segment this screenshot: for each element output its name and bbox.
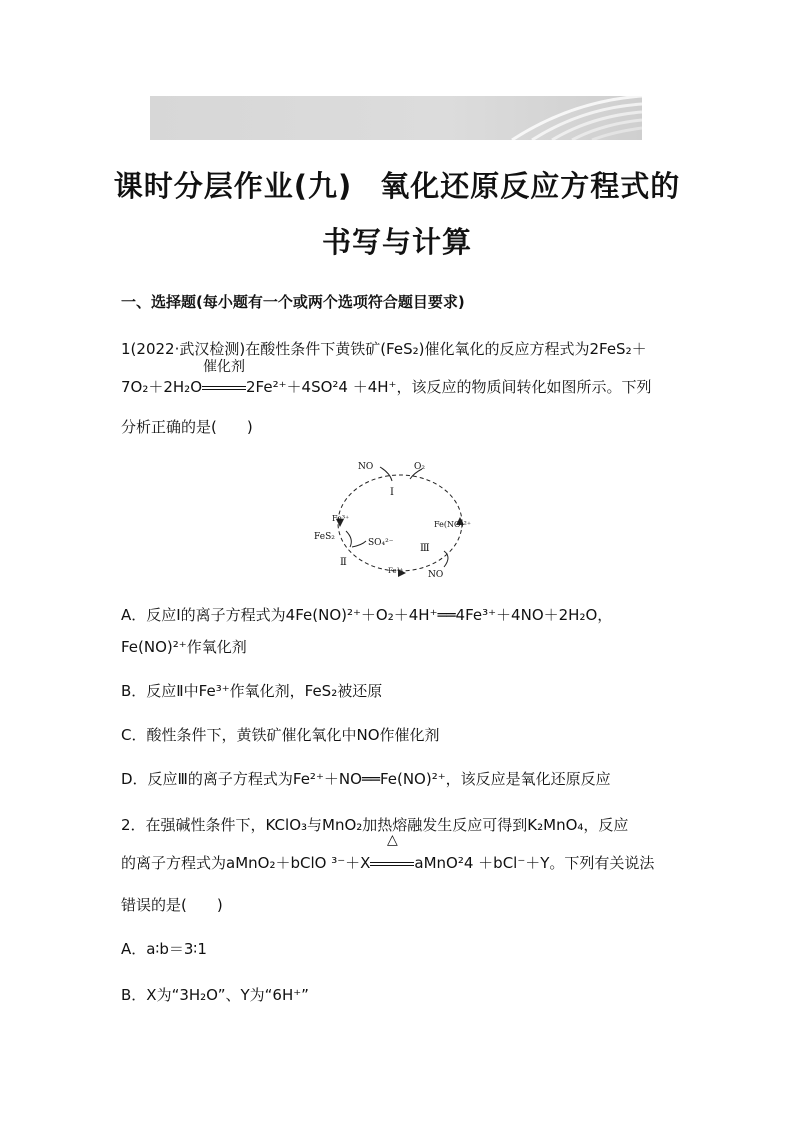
q1-line1: 1(2022·武汉检测)在酸性条件下黄铁矿(FeS₂)催化氧化的反应方程式为2FeS₂＋	[121, 340, 647, 358]
q1-option-c: C．酸性条件下，黄铁矿催化氧化中NO作催化剂	[121, 726, 440, 744]
label-o2: O₂	[414, 462, 425, 472]
q2-option-b: B．X为“3H₂O”、Y为“6H⁺”	[121, 986, 309, 1004]
section-heading: 一、选择题(每小题有一个或两个选项符合题目要求)	[121, 293, 465, 311]
header-banner	[150, 96, 642, 140]
fes2-arrow	[346, 531, 351, 547]
label-reaction-2: Ⅱ	[340, 557, 347, 568]
conversion-diagram	[310, 455, 490, 585]
q2-line2	[121, 832, 655, 873]
heat-equals	[370, 832, 414, 872]
heat-label: △	[387, 832, 398, 848]
label-fe3: Fe³⁺	[332, 514, 350, 523]
q1-option-a-line1: A．反应Ⅰ的离子方程式为4Fe(NO)²⁺＋O₂＋4H⁺══4Fe³⁺＋4NO＋2H₂O，	[121, 606, 613, 624]
page-title-line2: 书写与计算	[321, 225, 472, 259]
q2-line3: 错误的是( )	[121, 896, 223, 914]
q2-line1: 2．在强碱性条件下，KClO₃与MnO₂加热熔融发生反应可得到K₂MnO₄，反应	[121, 816, 629, 834]
title-part-a: 课时分层作业(九)	[113, 169, 353, 203]
label-no-top: NO	[358, 462, 374, 472]
label-fe2: Fe²⁺	[388, 567, 404, 575]
q2-products: aMnO²4 ＋bCl⁻＋Y。下列有关说法	[414, 854, 655, 872]
no-arrow-bottom	[444, 551, 448, 567]
q1-line3: 分析正确的是( )	[121, 418, 253, 436]
q1-products: 2Fe²⁺＋4SO²4 ＋4H⁺，该反应的物质间转化如图所示。下列	[246, 378, 652, 396]
label-so4: SO₄²⁻	[368, 538, 394, 548]
title-part-b: 氧化还原反应方程式的	[380, 169, 681, 203]
q2-option-a: A．a∶b＝3∶1	[121, 940, 207, 958]
label-fes2: FeS₂	[314, 532, 335, 542]
so4-arrow	[352, 541, 366, 547]
label-reaction-1: Ⅰ	[390, 487, 394, 498]
banner-decoration	[492, 96, 642, 140]
catalyst-label: 催化剂	[203, 359, 246, 375]
label-no-bottom: NO	[428, 570, 444, 580]
page-title-line1	[0, 164, 794, 205]
label-reaction-3: Ⅲ	[420, 543, 430, 554]
q1-line2	[121, 359, 652, 397]
q1-option-b: B．反应Ⅱ中Fe³⁺作氧化剂，FeS₂被还原	[121, 682, 383, 700]
label-feno: Fe(NO)²⁺	[434, 520, 472, 529]
q1-option-a-line2: Fe(NO)²⁺作氧化剂	[121, 638, 247, 656]
no-arrow-top	[380, 467, 392, 481]
catalyst-equals	[202, 359, 246, 396]
q1-option-d: D．反应Ⅲ的离子方程式为Fe²⁺＋NO══Fe(NO)²⁺，该反应是氧化还原反应	[121, 770, 611, 788]
q1-reactants: 7O₂＋2H₂O	[121, 378, 203, 396]
q2-reactants: 的离子方程式为aMnO₂＋bClO ³⁻＋X	[121, 854, 371, 872]
